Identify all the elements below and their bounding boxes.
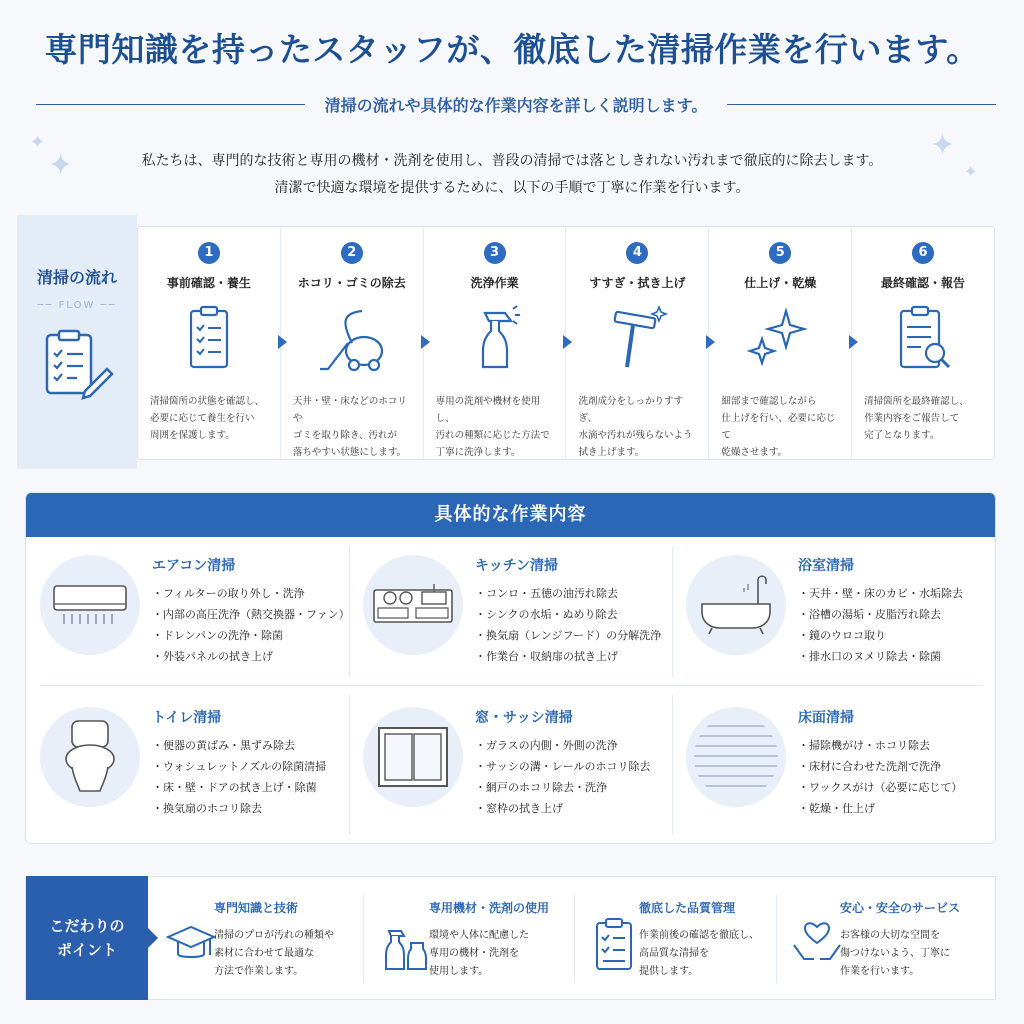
- sparkle-icon: ✦: [930, 128, 956, 163]
- flow-label-en: ── FLOW ──: [37, 300, 117, 311]
- point-description: 清掃のプロが汚れの種類や 素材に合わせて最適な 方法で作業します。: [214, 930, 334, 977]
- step-title: 事前確認・養生: [166, 276, 251, 290]
- work-heading: 具体的な作業内容: [26, 493, 995, 537]
- subtitle-rule-left: [36, 104, 305, 105]
- step-description: 清掃箇所を最終確認し、 作業内容をご報告して 完了となります。: [864, 396, 969, 441]
- flow-steps: [137, 226, 995, 460]
- flow-step: [281, 227, 424, 459]
- spray-bottle-icon: [455, 303, 535, 375]
- intro-text: [40, 148, 984, 202]
- work-card: [672, 537, 982, 677]
- step-description: 清掃箇所の状態を確認し、 必要に応じて養生を行い 周囲を保護します。: [150, 396, 265, 441]
- work-card: [26, 689, 336, 829]
- clipboard-checklist-icon: [169, 303, 249, 375]
- step-description: 天井・壁・床などのホコリや ゴミを取り除き、汚れが 落ちやすい状態にします。: [292, 396, 407, 458]
- point-item: [156, 889, 361, 989]
- work-card-list: ・コンロ・五徳の油汚れ除去 ・シンクの水垢・ぬめり除去 ・換気扇（レンジフード）の分解洗浄 ・作業台・収納扉の拭き上げ: [475, 587, 662, 663]
- step-title: ホコリ・ゴミの除去: [297, 276, 406, 290]
- work-card-title: エアコン清掃: [152, 558, 236, 574]
- subtitle-row: [36, 90, 996, 118]
- step-number: 1: [198, 242, 220, 264]
- heart-hands-icon: [792, 917, 842, 973]
- divider: [574, 895, 575, 983]
- work-grid: [26, 537, 996, 844]
- intro-line: 私たちは、専門的な技術と専用の機材・洗剤を使用し、普段の清掃では落としきれない汚れまで徹底的に除去します。: [141, 153, 883, 169]
- divider: [363, 895, 364, 983]
- step-title: 洗浄作業: [470, 276, 519, 290]
- point-description: 環境や人体に配慮した 専用の機材・洗剤を 使用します。: [429, 930, 529, 977]
- step-description: 洗剤成分をしっかりすすぎ、 水滴や汚れが残らないよう 拭き上げます。: [578, 396, 693, 458]
- step-title: 最終確認・報告: [881, 276, 966, 290]
- work-card-list: ・掃除機がけ・ホコリ除去 ・床材に合わせた洗剤で洗浄 ・ワックスがけ（必要に応じて） ・乾燥・仕上げ: [798, 739, 963, 815]
- divider: [776, 895, 777, 983]
- page-title: 専門知識を持ったスタッフが、徹底した清掃作業を行います。: [44, 30, 980, 69]
- step-number: 5: [769, 242, 791, 264]
- work-card-title: 浴室清掃: [798, 558, 854, 574]
- step-title: すすぎ・拭き上げ: [589, 276, 686, 290]
- quality-clipboard-icon: [591, 917, 641, 973]
- vacuum-cleaner-icon: [312, 303, 392, 375]
- work-card: [349, 689, 659, 829]
- work-card-title: キッチン清掃: [475, 558, 559, 574]
- flow-step: [709, 227, 852, 459]
- step-arrow-icon: [706, 335, 715, 349]
- flow-step: [138, 227, 281, 459]
- points-label: こだわりの ポイント: [26, 876, 148, 1000]
- inspection-clipboard-icon: [883, 303, 963, 375]
- sparkle-icon: ✦: [964, 162, 978, 181]
- point-item: [371, 889, 576, 989]
- sparkle-icon: ✦: [30, 132, 46, 153]
- point-title: 安心・安全のサービス: [840, 901, 961, 915]
- point-item: [581, 889, 786, 989]
- point-description: お客様の大切な空間を 傷つけないよう、丁寧に 作業を行います。: [840, 930, 950, 977]
- divider: [40, 685, 983, 686]
- work-card-list: ・便器の黄ばみ・黒ずみ除去 ・ウォシュレットノズルの除菌清掃 ・床・壁・ドアの拭き上げ・除菌 ・換気扇のホコリ除去: [152, 739, 327, 815]
- work-card: [26, 537, 350, 677]
- page-subtitle: 清掃の流れや具体的な作業内容を詳しく説明します。: [324, 95, 708, 115]
- kitchen-icon: [363, 555, 463, 655]
- toilet-icon: [40, 707, 140, 807]
- intro-line: 清潔で快適な環境を提供するために、以下の手順で丁寧に作業を行います。: [274, 180, 750, 196]
- flow-step: [566, 227, 709, 459]
- work-section: [25, 492, 996, 844]
- graduation-cap-icon: [166, 917, 216, 973]
- step-number: 2: [341, 242, 363, 264]
- flow-label-panel: [17, 215, 137, 469]
- step-number: 6: [912, 242, 934, 264]
- step-title: 仕上げ・乾燥: [744, 276, 817, 290]
- step-description: 細部まで確認しながら 仕上げを行い、必要に応じて 乾燥させます。: [721, 396, 836, 458]
- subtitle-rule-right: [727, 104, 996, 105]
- work-card-title: 床面清掃: [798, 710, 854, 726]
- work-card-title: トイレ清掃: [152, 710, 222, 726]
- step-arrow-icon: [278, 335, 287, 349]
- squeegee-icon: [597, 303, 677, 375]
- step-number: 3: [484, 242, 506, 264]
- point-title: 専用機材・洗剤の使用: [429, 901, 550, 915]
- points-section: [25, 876, 996, 1000]
- step-number: 4: [626, 242, 648, 264]
- floor-icon: [686, 707, 786, 807]
- step-arrow-icon: [563, 335, 572, 349]
- point-title: 徹底した品質管理: [639, 901, 736, 915]
- air-conditioner-icon: [40, 555, 140, 655]
- work-card-list: ・天井・壁・床のカビ・水垢除去 ・浴槽の湯垢・皮脂汚れ除去 ・鏡のウロコ取り ・排水口のヌメリ除去・除菌: [798, 587, 963, 663]
- point-description: 作業前後の確認を徹底し、 高品質な清掃を 提供します。: [639, 930, 759, 977]
- bathtub-icon: [686, 555, 786, 655]
- detergent-bottles-icon: [381, 917, 431, 973]
- work-card-list: ・ガラスの内側・外側の洗浄 ・サッシの溝・レールのホコリ除去 ・網戸のホコリ除去・洗浄 ・窓枠の拭き上げ: [475, 739, 651, 815]
- sparkle-icon: ✦: [48, 148, 74, 183]
- step-arrow-icon: [849, 335, 858, 349]
- step-description: 専用の洗剤や機材を使用し、 汚れの種類に応じた方法で 丁寧に洗浄します。: [435, 396, 550, 458]
- point-item: [782, 889, 987, 989]
- sparkle-icon: [740, 303, 820, 375]
- flow-label: 清掃の流れ: [36, 268, 117, 287]
- work-card: [672, 689, 982, 829]
- step-arrow-icon: [421, 335, 430, 349]
- window-icon: [363, 707, 463, 807]
- flow-step: [852, 227, 994, 459]
- work-card-list: ・フィルターの取り外し・洗浄 ・内部の高圧洗浄（熱交換器・ファン） ・ドレンパンの洗浄・除菌 ・外装パネルの拭き上げ: [152, 587, 350, 663]
- flow-step: [424, 227, 567, 459]
- work-card: [349, 537, 662, 677]
- point-title: 専門知識と技術: [214, 901, 299, 915]
- clipboard-pencil-icon: [39, 329, 115, 405]
- work-card-title: 窓・サッシ清掃: [475, 710, 573, 726]
